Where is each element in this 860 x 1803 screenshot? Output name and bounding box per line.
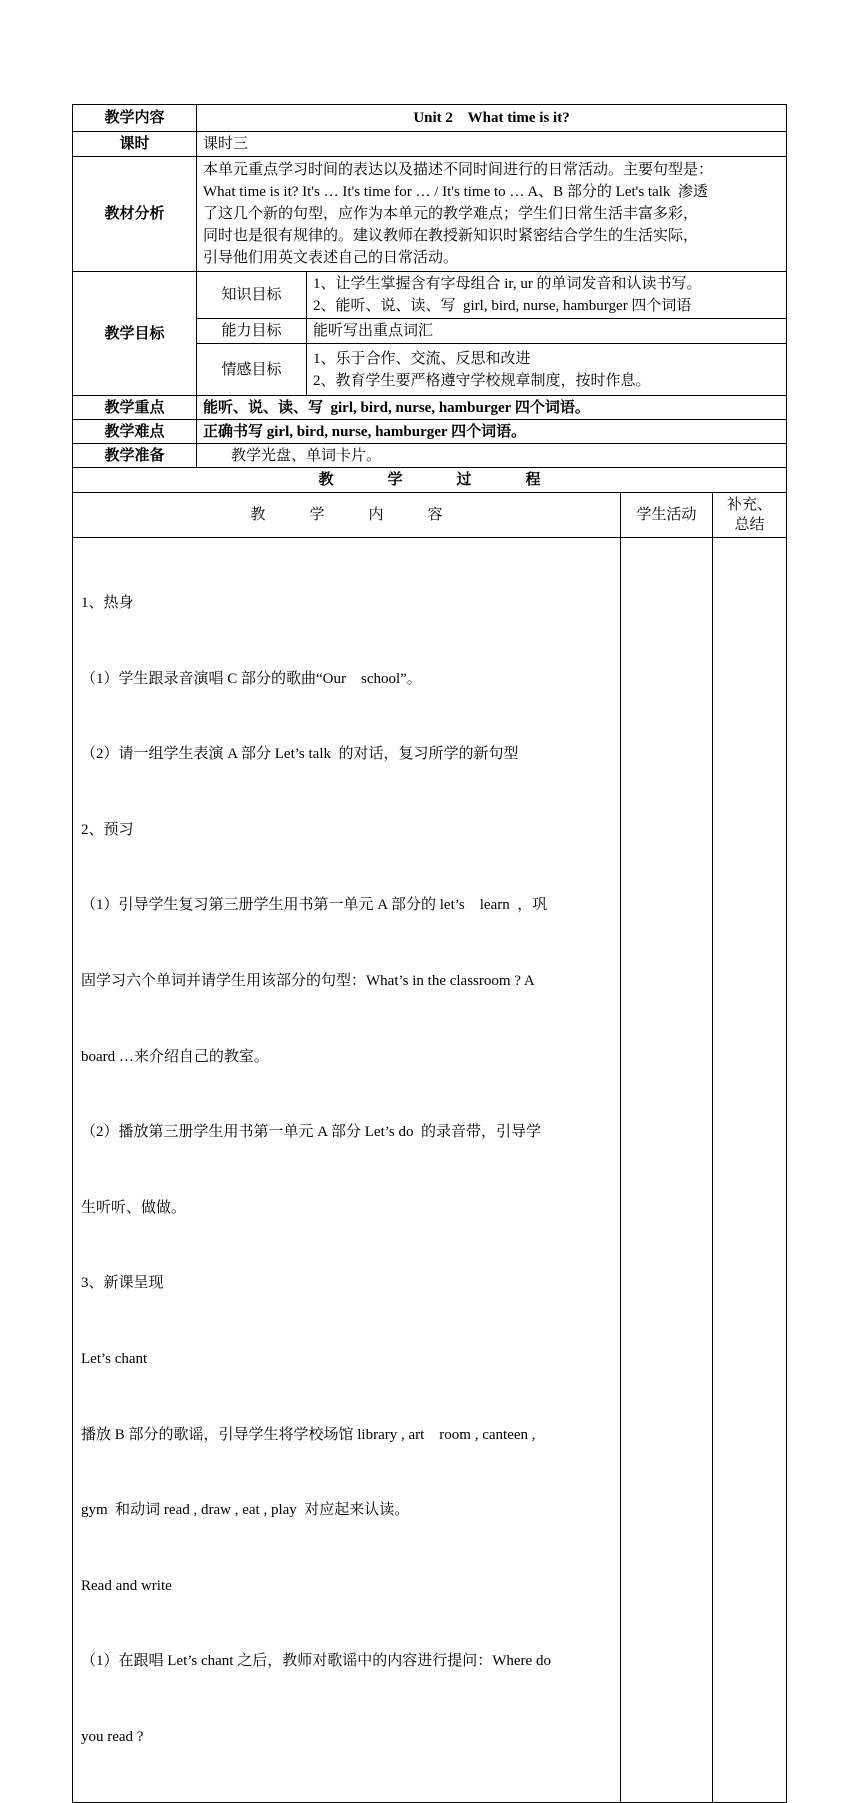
- row-label: 教材分析: [73, 157, 197, 272]
- content-line: Let’s chant: [81, 1350, 148, 1367]
- content-line: 生听听、做做。: [81, 1199, 187, 1216]
- goals-knowledge-row: [73, 272, 787, 319]
- supplement-header: 补充、 总结: [713, 493, 787, 538]
- analysis-line: 同时也是很有规律的。建议教师在教授新知识时紧密结合学生的生活实际，: [203, 228, 699, 244]
- knowledge-line: 2、能听、说、读、写 girl, bird, nurse, hamburger 四个词语: [313, 298, 692, 314]
- difficulty-value: 正确书写 girl, bird, nurse, hamburger 四个词语。: [197, 420, 787, 444]
- content-line: （2）请一组学生表演 A 部分 Let’s talk 的对话，复习所学的新句型: [81, 746, 519, 763]
- student-activity-header: 学生活动: [621, 493, 713, 538]
- lesson-plan-table: [72, 104, 787, 1803]
- analysis-line: 了这几个新的句型，应作为本单元的教学难点；学生们日常生活丰富多彩，: [203, 206, 699, 222]
- content-line: 固学习六个单词并请学生用该部分的句型：What’s in the classroom ? A: [81, 972, 535, 989]
- content-line: （2）播放第三册学生用书第一单元 A 部分 Let’s do 的录音带，引导学: [81, 1124, 542, 1141]
- content-line: 2、预习: [81, 821, 134, 838]
- key-value: 能听、说、读、写 girl, bird, nurse, hamburger 四个词语。: [197, 396, 787, 420]
- content-row: [73, 538, 787, 1803]
- emotion-label: 情感目标: [197, 344, 307, 396]
- header-row: [73, 105, 787, 132]
- column-header-row: [73, 493, 787, 538]
- analysis-line: What time is it? It's … It's time for … / It's time to … A、B 部分的 Let's talk 渗透: [203, 184, 708, 200]
- row-label: 课时: [73, 132, 197, 157]
- content-line: you read ?: [81, 1728, 144, 1745]
- lesson-plan: [72, 104, 788, 1803]
- content-line: Read and write: [81, 1577, 172, 1594]
- emotion-line: 2、教育学生要严格遵守学校规章制度，按时作息。: [313, 372, 651, 389]
- unit-title: Unit 2 What time is it?: [197, 105, 787, 132]
- analysis-text: [197, 157, 787, 272]
- row-label: 教学准备: [73, 444, 197, 468]
- supplement-cell: [713, 538, 787, 1803]
- analysis-line: 引导他们用英文表述自己的日常活动。: [203, 250, 459, 266]
- ability-value: 能听写出重点词汇: [307, 319, 787, 344]
- row-label: 教学目标: [73, 272, 197, 396]
- process-header: 教 学 过 程: [73, 468, 787, 493]
- emotion-value: [307, 344, 787, 396]
- student-activity-cell: [621, 538, 713, 1803]
- content-line: （1）引导学生复习第三册学生用书第一单元 A 部分的 let’s learn ，巩: [81, 897, 548, 914]
- analysis-row: [73, 157, 787, 272]
- content-line: 3、新课呈现: [81, 1275, 164, 1292]
- knowledge-line: 1、让学生掌握含有字母组合 ir, ur 的单词发音和认读书写。: [313, 276, 702, 292]
- prep-value: 教学光盘、单词卡片。: [197, 444, 787, 468]
- content-line: board …来介绍自己的教室。: [81, 1048, 269, 1065]
- knowledge-value: [307, 272, 787, 319]
- lesson-row: [73, 132, 787, 157]
- lesson-value: 课时三: [197, 132, 787, 157]
- lesson-content: [73, 538, 621, 1803]
- row-label: 教学重点: [73, 396, 197, 420]
- content-line: （1）学生跟录音演唱 C 部分的歌曲“Our school”。: [81, 670, 422, 687]
- row-label: 教学难点: [73, 420, 197, 444]
- content-line: 播放 B 部分的歌谣，引导学生将学校场馆 library , art room , canteen ,: [81, 1426, 536, 1443]
- content-line: gym 和动词 read , draw , eat , play 对应起来认读。: [81, 1502, 410, 1519]
- prep-row: [73, 444, 787, 468]
- knowledge-label: 知识目标: [197, 272, 307, 319]
- content-column-header: 教 学 内 容: [73, 493, 621, 538]
- ability-label: 能力目标: [197, 319, 307, 344]
- content-line: 1、热身: [81, 595, 134, 611]
- analysis-line: 本单元重点学习时间的表达以及描述不同时间进行的日常活动。主要句型是：: [203, 162, 714, 178]
- key-row: [73, 396, 787, 420]
- emotion-line: 1、乐于合作、交流、反思和改进: [313, 350, 531, 367]
- difficulty-row: [73, 420, 787, 444]
- row-label: 教学内容: [73, 105, 197, 132]
- process-header-row: [73, 468, 787, 493]
- content-line: （1）在跟唱 Let’s chant 之后，教师对歌谣中的内容进行提问：Where do: [81, 1653, 551, 1670]
